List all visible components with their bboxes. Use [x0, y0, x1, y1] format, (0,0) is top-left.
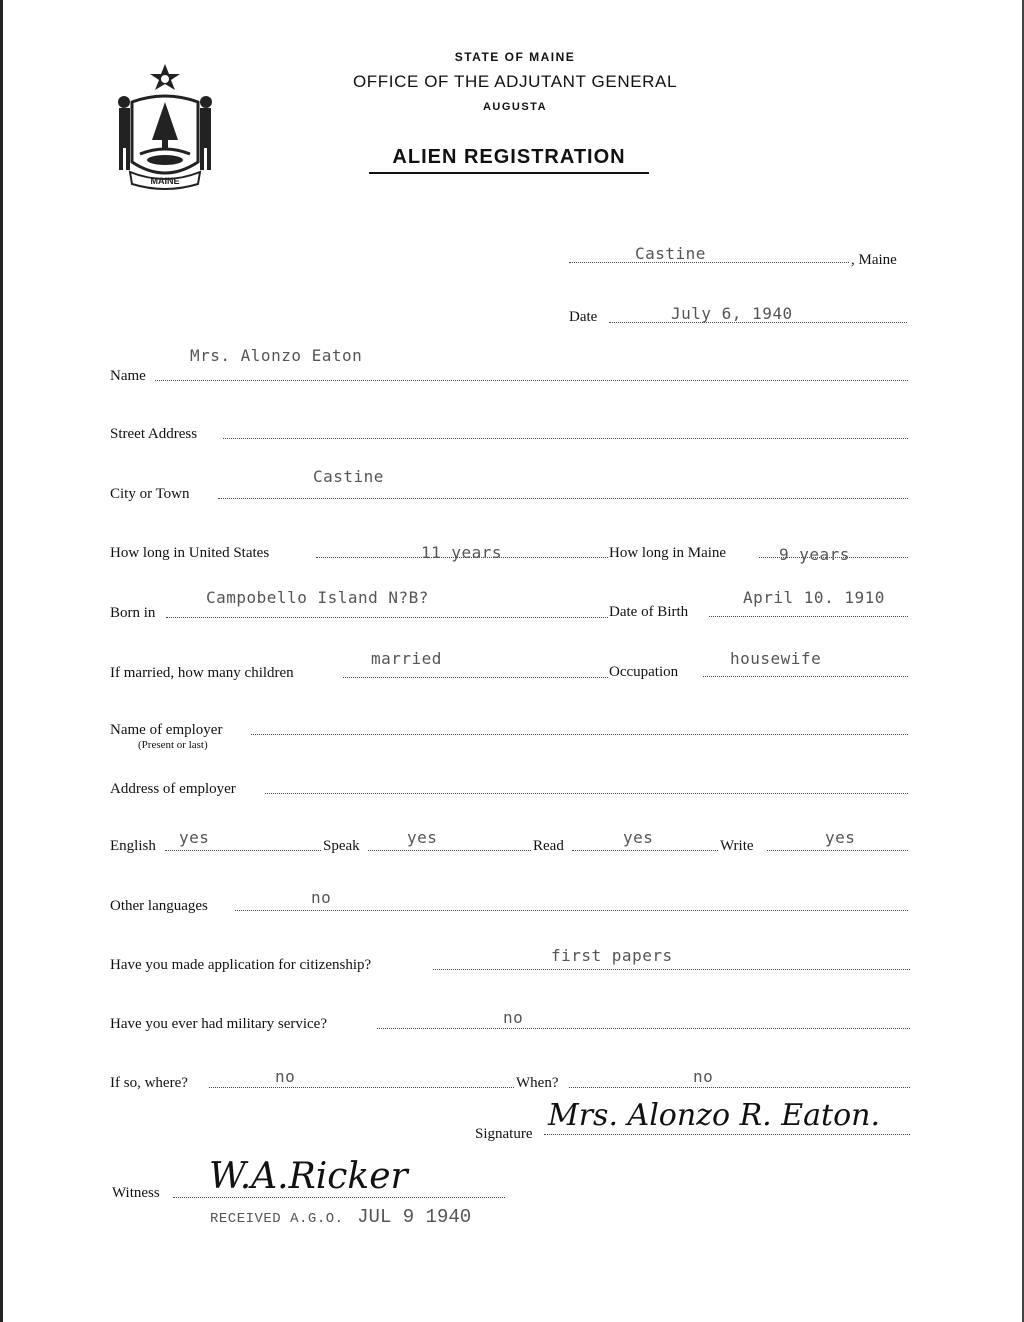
other-languages-label: Other languages	[110, 898, 208, 914]
town-line	[569, 262, 849, 263]
where-value: no	[275, 1067, 296, 1086]
other-languages-value: no	[311, 888, 332, 907]
english-line	[165, 850, 321, 851]
citizenship-line	[433, 969, 910, 970]
employer-note: (Present or last)	[138, 739, 208, 751]
born-line	[166, 617, 608, 618]
us-duration-label: How long in United States	[110, 545, 270, 561]
applicant-signature: Mrs. Alonzo R. Eaton.	[548, 1098, 880, 1133]
citizenship-label: Have you made application for citizenship?	[110, 957, 372, 973]
name-value: Mrs. Alonzo Eaton	[190, 346, 363, 365]
maine-duration-label: How long in Maine	[609, 545, 727, 561]
speak-line	[368, 850, 531, 851]
employer-label: Name of employer	[110, 722, 223, 738]
when-label: When?	[516, 1075, 559, 1091]
read-label: Read	[533, 838, 564, 854]
read-line	[572, 850, 718, 851]
witness-line	[173, 1197, 505, 1198]
write-line	[767, 850, 908, 851]
where-line	[209, 1087, 514, 1088]
occupation-label: Occupation	[609, 664, 679, 680]
city-label: City or Town	[110, 486, 190, 502]
signature-line	[544, 1134, 910, 1135]
occupation-line	[703, 676, 908, 677]
read-value: yes	[623, 828, 654, 847]
stamp-prefix: RECEIVED A.G.O.	[210, 1211, 344, 1227]
speak-label: Speak	[323, 838, 360, 854]
name-label: Name	[110, 368, 146, 384]
write-value: yes	[825, 828, 856, 847]
employer-address-line	[265, 793, 908, 794]
english-label: English	[110, 838, 156, 854]
town-value: Castine	[635, 244, 706, 263]
children-line	[343, 677, 608, 678]
children-label: If married, how many children	[110, 665, 294, 681]
born-label: Born in	[110, 605, 156, 621]
city-line	[218, 498, 908, 499]
military-line	[377, 1028, 910, 1029]
street-line	[223, 438, 908, 439]
header-city: AUGUSTA	[482, 101, 548, 113]
citizenship-value: first papers	[551, 946, 673, 965]
maine-duration-value: 9 years	[779, 545, 850, 564]
when-value: no	[693, 1067, 714, 1086]
military-value: no	[503, 1008, 524, 1027]
received-stamp	[210, 1206, 471, 1228]
stamp-date: JUL 9 1940	[357, 1206, 472, 1228]
signature-label: Signature	[475, 1126, 533, 1142]
date-value: July 6, 1940	[671, 304, 793, 323]
witness-signature: W.A.Ricker	[209, 1156, 408, 1197]
header-state: STATE OF MAINE	[454, 50, 576, 64]
dob-line	[709, 616, 908, 617]
name-line	[155, 380, 908, 381]
dob-value: April 10. 1910	[743, 588, 885, 607]
children-value: married	[371, 649, 442, 668]
born-value: Campobello Island N?B?	[206, 588, 429, 607]
date-label: Date	[569, 309, 598, 325]
city-value: Castine	[313, 467, 384, 486]
english-value: yes	[179, 828, 210, 847]
dob-label: Date of Birth	[609, 604, 689, 620]
other-languages-line	[235, 910, 908, 911]
employer-line	[251, 734, 908, 735]
page-title: ALIEN REGISTRATION	[369, 146, 649, 174]
where-label: If so, where?	[110, 1075, 188, 1091]
street-label: Street Address	[110, 426, 198, 442]
maine-label: , Maine	[851, 252, 897, 268]
witness-label: Witness	[112, 1185, 160, 1201]
seal-banner-text: MAINE	[150, 176, 180, 186]
occupation-value: housewife	[730, 649, 822, 668]
speak-value: yes	[407, 828, 438, 847]
when-line	[569, 1087, 910, 1088]
employer-address-label: Address of employer	[110, 781, 236, 797]
write-label: Write	[720, 838, 754, 854]
us-duration-value: 11 years	[421, 543, 503, 562]
military-label: Have you ever had military service?	[110, 1016, 327, 1032]
header-office: OFFICE OF THE ADJUTANT GENERAL	[352, 72, 678, 91]
